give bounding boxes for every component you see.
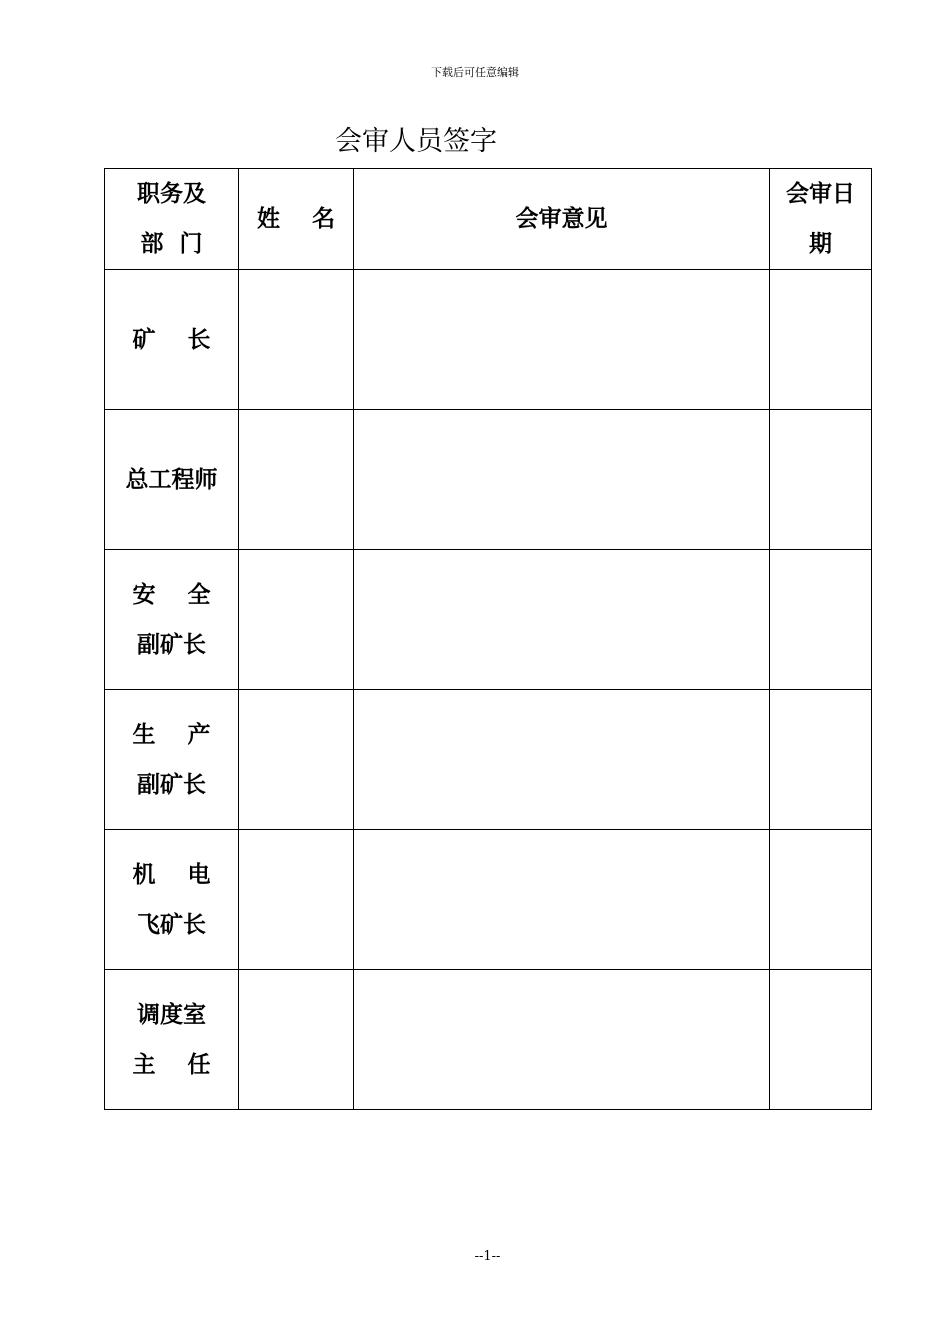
row-position-line: 调度室 xyxy=(137,1001,206,1028)
header-date xyxy=(770,169,872,270)
table-row xyxy=(105,970,872,1110)
table-row xyxy=(105,270,872,410)
row-date-cell[interactable] xyxy=(770,410,872,550)
row-name-cell[interactable] xyxy=(239,830,354,970)
row-name-cell[interactable] xyxy=(239,550,354,690)
row-position xyxy=(105,830,239,970)
table-row xyxy=(105,830,872,970)
header-date-line: 会审日 xyxy=(786,181,855,207)
row-date-cell[interactable] xyxy=(770,550,872,690)
row-date-cell[interactable] xyxy=(770,270,872,410)
header-name xyxy=(239,169,354,270)
header-opinion-label: 会审意见 xyxy=(515,206,608,232)
header-opinion xyxy=(354,169,770,270)
row-position-line: 生 产 xyxy=(132,721,211,748)
signature-table xyxy=(104,168,872,1110)
row-position xyxy=(105,270,239,410)
table-row xyxy=(105,550,872,690)
row-opinion-cell[interactable] xyxy=(354,550,770,690)
table-header-row xyxy=(105,169,872,270)
header-position xyxy=(105,169,239,270)
row-position xyxy=(105,550,239,690)
row-date-cell[interactable] xyxy=(770,970,872,1110)
row-position-line: 副矿长 xyxy=(137,631,206,658)
table-row xyxy=(105,410,872,550)
row-position xyxy=(105,690,239,830)
row-name-cell[interactable] xyxy=(239,410,354,550)
page-title: 会审人员签字 xyxy=(335,126,497,157)
header-position-line: 部 门 xyxy=(140,231,203,257)
row-position-line: 安 全 xyxy=(132,581,211,608)
row-position-line: 飞矿长 xyxy=(137,911,206,938)
row-opinion-cell[interactable] xyxy=(354,270,770,410)
row-name-cell[interactable] xyxy=(239,690,354,830)
row-opinion-cell[interactable] xyxy=(354,830,770,970)
row-name-cell[interactable] xyxy=(239,970,354,1110)
header-date-line: 期 xyxy=(809,231,832,257)
page-number: --1-- xyxy=(474,1249,501,1264)
row-opinion-cell[interactable] xyxy=(354,410,770,550)
row-position-line: 机 电 xyxy=(132,861,211,888)
row-position-line: 主 任 xyxy=(132,1051,211,1078)
row-position-line: 总工程师 xyxy=(125,466,218,493)
row-position xyxy=(105,410,239,550)
row-position xyxy=(105,970,239,1110)
table-row xyxy=(105,690,872,830)
row-date-cell[interactable] xyxy=(770,690,872,830)
header-position-line: 职务及 xyxy=(137,181,206,207)
row-date-cell[interactable] xyxy=(770,830,872,970)
header-name-label: 姓 名 xyxy=(256,206,336,232)
row-opinion-cell[interactable] xyxy=(354,970,770,1110)
row-position-line: 矿 长 xyxy=(132,326,211,353)
row-position-line: 副矿长 xyxy=(137,771,206,798)
row-opinion-cell[interactable] xyxy=(354,690,770,830)
row-name-cell[interactable] xyxy=(239,270,354,410)
header-note: 下载后可任意编辑 xyxy=(431,66,519,79)
